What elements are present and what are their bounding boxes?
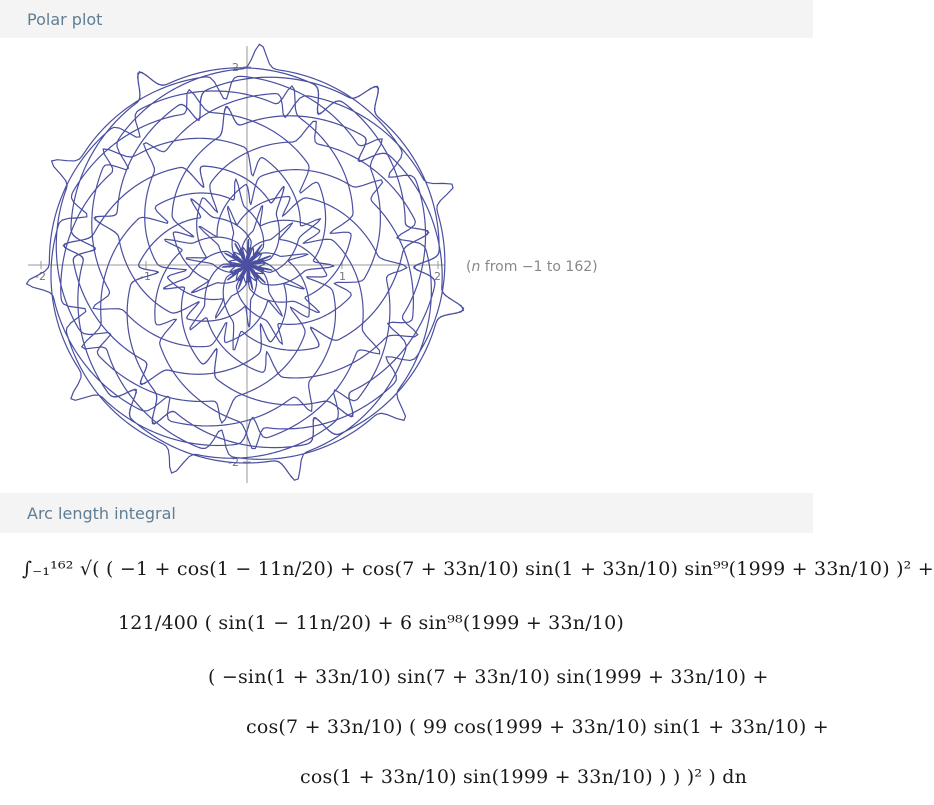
- tick-label-x-1: 1: [339, 270, 346, 283]
- range-note-open: (: [466, 259, 472, 275]
- tick-label-x-neg1: -1: [140, 270, 151, 283]
- integral-line-4: cos(7 + 33n/10) ( 99 cos(1999 + 33n/10) sin(1 + 33n/10) +: [246, 716, 829, 738]
- tick-label-y-2: 2: [232, 61, 239, 74]
- tick-label-y-neg2: -2: [228, 456, 239, 469]
- arc-length-title: Arc length integral: [27, 503, 176, 523]
- range-note-variable: n: [471, 259, 481, 275]
- parameter-range-note: [466, 259, 598, 275]
- tick-label-x-neg2: -2: [35, 270, 46, 283]
- integral-line-1: ∫₋₁¹⁶² √( ( −1 + cos(1 − 11n/20) + cos(7 + 33n/10) sin(1 + 33n/10) sin⁹⁹(1999 + 33n/10) )² +: [22, 558, 934, 580]
- integral-line-3: ( −sin(1 + 33n/10) sin(7 + 33n/10) sin(1999 + 33n/10) +: [208, 666, 769, 688]
- arc-length-header: [0, 493, 813, 533]
- polar-plot-title: Polar plot: [27, 9, 103, 29]
- polar-plot-chart: [0, 38, 813, 493]
- integral-line-5: cos(1 + 33n/10) sin(1999 + 33n/10) ) ) )² ) dn: [300, 766, 748, 788]
- tick-label-x-2: 2: [434, 270, 441, 283]
- range-note-text: from −1 to 162): [480, 259, 598, 275]
- polar-curve: [27, 44, 464, 480]
- polar-plot-header: [0, 0, 813, 38]
- integral-line-2: 121/400 ( sin(1 − 11n/20) + 6 sin⁹⁸(1999 + 33n/10): [118, 612, 624, 634]
